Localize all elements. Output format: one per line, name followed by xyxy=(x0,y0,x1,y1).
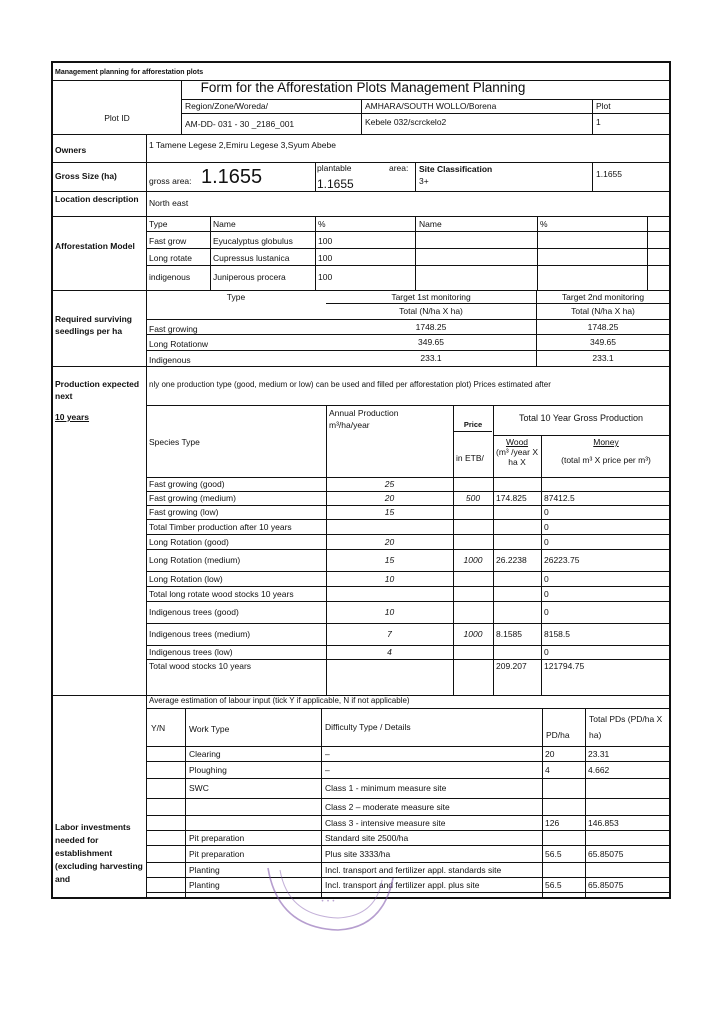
labor-row-work: Pit preparation xyxy=(189,849,245,859)
aff-pct-1: 100 xyxy=(318,236,333,246)
labor-row-pd: 56.5 xyxy=(545,849,562,859)
labor-row-divider xyxy=(146,778,669,779)
production-row-divider xyxy=(146,601,669,602)
production-row-annual: 15 xyxy=(384,507,395,517)
seedlings-label: Required surviving seedlings per ha xyxy=(55,314,132,336)
labor-row-divider xyxy=(146,798,669,799)
production-row-money: 0 xyxy=(544,647,549,657)
production-row-annual: 20 xyxy=(384,537,395,547)
production-row-price: 1000 xyxy=(463,629,483,639)
labor-row-work: Pit preparation xyxy=(189,833,245,843)
aff-name-2: Cupressus lustanica xyxy=(213,253,290,263)
production-row-divider xyxy=(146,623,669,624)
labor-row-total: 23.31 xyxy=(588,749,610,759)
production-row-money: 0 xyxy=(544,574,549,584)
aff-head-name2: Name xyxy=(419,219,442,229)
gross-area-value: 1.1655 xyxy=(201,166,263,188)
production-row-divider xyxy=(146,505,669,506)
labor-row-detail: Class 1 - minimum measure site xyxy=(325,783,447,793)
site-class-right: 1.1655 xyxy=(596,169,622,179)
seedling-t1-1: 1748.25 xyxy=(415,322,447,332)
labor-row-detail: – xyxy=(325,765,330,775)
aff-type-1: Fast grow xyxy=(149,236,187,246)
plot-label: Plot xyxy=(596,101,611,111)
labor-row-detail: Class 2 – moderate measure site xyxy=(325,802,450,812)
location-value: North east xyxy=(149,198,189,208)
region-value: AMHARA/SOUTH WOLLO/Borena xyxy=(365,101,497,111)
svg-text:• • •: • • • xyxy=(320,898,336,905)
production-row-divider xyxy=(146,645,669,646)
production-row-divider xyxy=(146,534,669,535)
seedling-type-3: Indigenous xyxy=(149,355,191,365)
seedling-t1-3: 233.1 xyxy=(420,353,442,363)
money-sub: (total m³ X price per m³) xyxy=(561,455,651,465)
production-row-wood: 26.2238 xyxy=(496,555,527,565)
aff-name-3: Juniperous procera xyxy=(213,272,286,282)
labor-row-pd: 56.5 xyxy=(545,880,562,890)
production-row-money: 8158.5 xyxy=(544,629,570,639)
wood-sub: (m³ /year X ha X xyxy=(495,447,539,467)
production-label: Production expected next xyxy=(55,379,140,401)
aff-type-3: indigenous xyxy=(149,272,191,282)
production-row-annual: 25 xyxy=(384,479,395,489)
production-years: 10 years xyxy=(55,412,90,422)
production-row-annual: 20 xyxy=(384,493,395,503)
wood-header: Wood xyxy=(505,437,529,447)
aff-name-1: Eyucalyptus globulus xyxy=(213,236,293,246)
production-row-name: Long Rotation (low) xyxy=(149,574,223,584)
production-row-name: Indigenous trees (good) xyxy=(149,607,239,617)
production-row-wood: 174.825 xyxy=(496,493,527,503)
labor-estimate-note: Average estimation of labour input (tick Y if applicable, N if not applicable) xyxy=(149,696,410,705)
labor-row-divider xyxy=(146,892,669,893)
production-row-money: 87412.5 xyxy=(544,493,575,503)
seedling-type-2: Long Rotationw xyxy=(149,339,209,349)
difficulty-header: Difficulty Type / Details xyxy=(325,722,411,732)
afforestation-label: Afforestation Model xyxy=(55,241,135,251)
production-row-annual: 4 xyxy=(387,647,392,657)
production-row-wood: 209.207 xyxy=(496,661,527,671)
work-type-header: Work Type xyxy=(189,724,230,734)
form-sheet xyxy=(51,61,671,899)
production-row-divider xyxy=(146,586,669,587)
plot-code: AM-DD- 031 - 30 _2186_001 xyxy=(185,119,295,129)
annual-header: Annual Production m³/ha/year xyxy=(329,408,399,430)
production-row-name: Total long rotate wood stocks 10 years xyxy=(149,589,294,599)
target1-header: Target 1st monitoring xyxy=(391,292,471,302)
production-row-money: 0 xyxy=(544,522,549,532)
labor-row-pd: 126 xyxy=(545,818,560,828)
owners-value: 1 Tamene Legese 2,Emiru Legese 3,Syum Abebe xyxy=(149,140,336,150)
production-row-divider xyxy=(146,491,669,492)
total-pd-header: Total PDs (PD/ha X ha) xyxy=(589,714,663,740)
site-class-value: 3+ xyxy=(419,176,429,186)
labor-row-total: 65.85075 xyxy=(588,880,624,890)
production-row-divider xyxy=(146,549,669,550)
aff-pct-3: 100 xyxy=(318,272,333,282)
production-row-price: 1000 xyxy=(463,555,483,565)
target2-sub: Total (N/ha X ha) xyxy=(571,306,635,316)
plot-id-label: Plot ID xyxy=(104,113,130,123)
production-row-name: Fast growing (low) xyxy=(149,507,219,517)
production-row-name: Indigenous trees (low) xyxy=(149,647,233,657)
header-label: Management planning for afforestation plots xyxy=(55,69,204,76)
area-label: area: xyxy=(389,163,409,173)
labor-row-pd: 20 xyxy=(545,749,555,759)
labor-row-work: Planting xyxy=(189,865,220,875)
aff-head-type: Type xyxy=(149,219,168,229)
gross-size-label: Gross Size (ha) xyxy=(55,171,117,181)
price-sub: in ETB/ xyxy=(456,453,484,463)
labor-row-total: 4.662 xyxy=(588,765,610,775)
labor-row-detail: Incl. transport and fertilizer appl. plus site xyxy=(325,880,480,890)
money-header: Money xyxy=(593,437,619,447)
seedling-t2-1: 1748.25 xyxy=(587,322,619,332)
aff-pct-2: 100 xyxy=(318,253,333,263)
production-row-divider xyxy=(146,659,669,660)
production-row-money: 0 xyxy=(544,537,549,547)
labor-row-work: Clearing xyxy=(189,749,221,759)
production-row-money: 0 xyxy=(544,607,549,617)
labor-row-detail: Incl. transport and fertilizer appl. standards site xyxy=(325,865,502,875)
production-note: nly one production type (good, medium or low) can be used and filled per afforestation plot) Prices estimated after xyxy=(149,380,551,389)
labor-row-work: SWC xyxy=(189,783,209,793)
labor-row-divider xyxy=(146,862,669,863)
seedling-type-header: Type xyxy=(226,292,246,302)
seedling-t2-3: 233.1 xyxy=(592,353,614,363)
target2-header: Target 2nd monitoring xyxy=(561,292,645,302)
production-row-divider xyxy=(146,519,669,520)
labor-label: Labor investments needed for establishment (excluding harvesting and xyxy=(55,822,143,884)
aff-type-2: Long rotate xyxy=(149,253,193,263)
aff-head-pct: % xyxy=(318,219,326,229)
production-row-name: Total wood stocks 10 years xyxy=(149,661,252,671)
aff-head-name: Name xyxy=(213,219,236,229)
species-header: Species Type xyxy=(149,437,200,447)
production-row-name: Indigenous trees (medium) xyxy=(149,629,251,639)
labor-row-detail: Plus site 3333/ha xyxy=(325,849,391,859)
production-row-name: Fast growing (medium) xyxy=(149,493,236,503)
labor-row-work: Ploughing xyxy=(189,765,227,775)
labor-row-divider xyxy=(146,761,669,762)
production-row-name: Long Rotation (good) xyxy=(149,537,229,547)
production-row-wood: 8.1585 xyxy=(496,629,522,639)
labor-row-divider xyxy=(146,815,669,816)
labor-row-total: 146.853 xyxy=(588,818,619,828)
production-row-price: 500 xyxy=(465,493,481,503)
form-title: Form for the Afforestation Plots Management Planning xyxy=(200,80,526,95)
plantable-label: plantable xyxy=(317,163,352,173)
total-production-header: Total 10 Year Gross Production xyxy=(518,413,644,423)
price-header: Price xyxy=(463,420,483,429)
seedling-t1-2: 349.65 xyxy=(418,337,444,347)
production-row-money: 0 xyxy=(544,507,549,517)
labor-row-divider xyxy=(146,877,669,878)
labor-row-divider xyxy=(146,830,669,831)
pd-header: PD/ha xyxy=(546,730,570,740)
site-class-label: Site Classification xyxy=(419,164,493,174)
production-row-annual: 10 xyxy=(384,607,395,617)
labor-row-detail: – xyxy=(325,749,330,759)
labor-row-divider xyxy=(146,845,669,846)
gross-area-label: gross area: xyxy=(149,176,192,186)
region-label: Region/Zone/Woreda/ xyxy=(185,101,269,111)
production-row-money: 121794.75 xyxy=(544,661,585,671)
labor-row-detail: Standard site 2500/ha xyxy=(325,833,409,843)
production-row-name: Long Rotation (medium) xyxy=(149,555,241,565)
kebele-value: Kebele 032/scrckelo2 xyxy=(365,117,447,127)
plot-value: 1 xyxy=(596,117,601,127)
official-seal-stamp xyxy=(258,858,398,938)
location-label: Location description xyxy=(55,194,139,204)
production-row-annual: 10 xyxy=(384,574,395,584)
production-row-annual: 15 xyxy=(384,555,395,565)
labor-row-pd: 4 xyxy=(545,765,550,775)
labor-row-total: 65.85075 xyxy=(588,849,624,859)
production-row-money: 0 xyxy=(544,589,549,599)
seedling-type-1: Fast growing xyxy=(149,324,198,334)
production-row-name: Fast growing (good) xyxy=(149,479,225,489)
production-row-annual: 7 xyxy=(387,629,392,639)
owners-label: Owners xyxy=(55,145,87,155)
labor-row-detail: Class 3 - intensive measure site xyxy=(325,818,446,828)
production-row-divider xyxy=(146,571,669,572)
production-row-name: Total Timber production after 10 years xyxy=(149,522,292,532)
seedling-t2-2: 349.65 xyxy=(590,337,616,347)
yn-header: Y/N xyxy=(151,723,166,733)
aff-head-pct2: % xyxy=(540,219,548,229)
labor-row-work: Planting xyxy=(189,880,220,890)
target1-sub: Total (N/ha X ha) xyxy=(399,306,463,316)
production-row-money: 26223.75 xyxy=(544,555,580,565)
plantable-value: 1.1655 xyxy=(317,177,354,191)
